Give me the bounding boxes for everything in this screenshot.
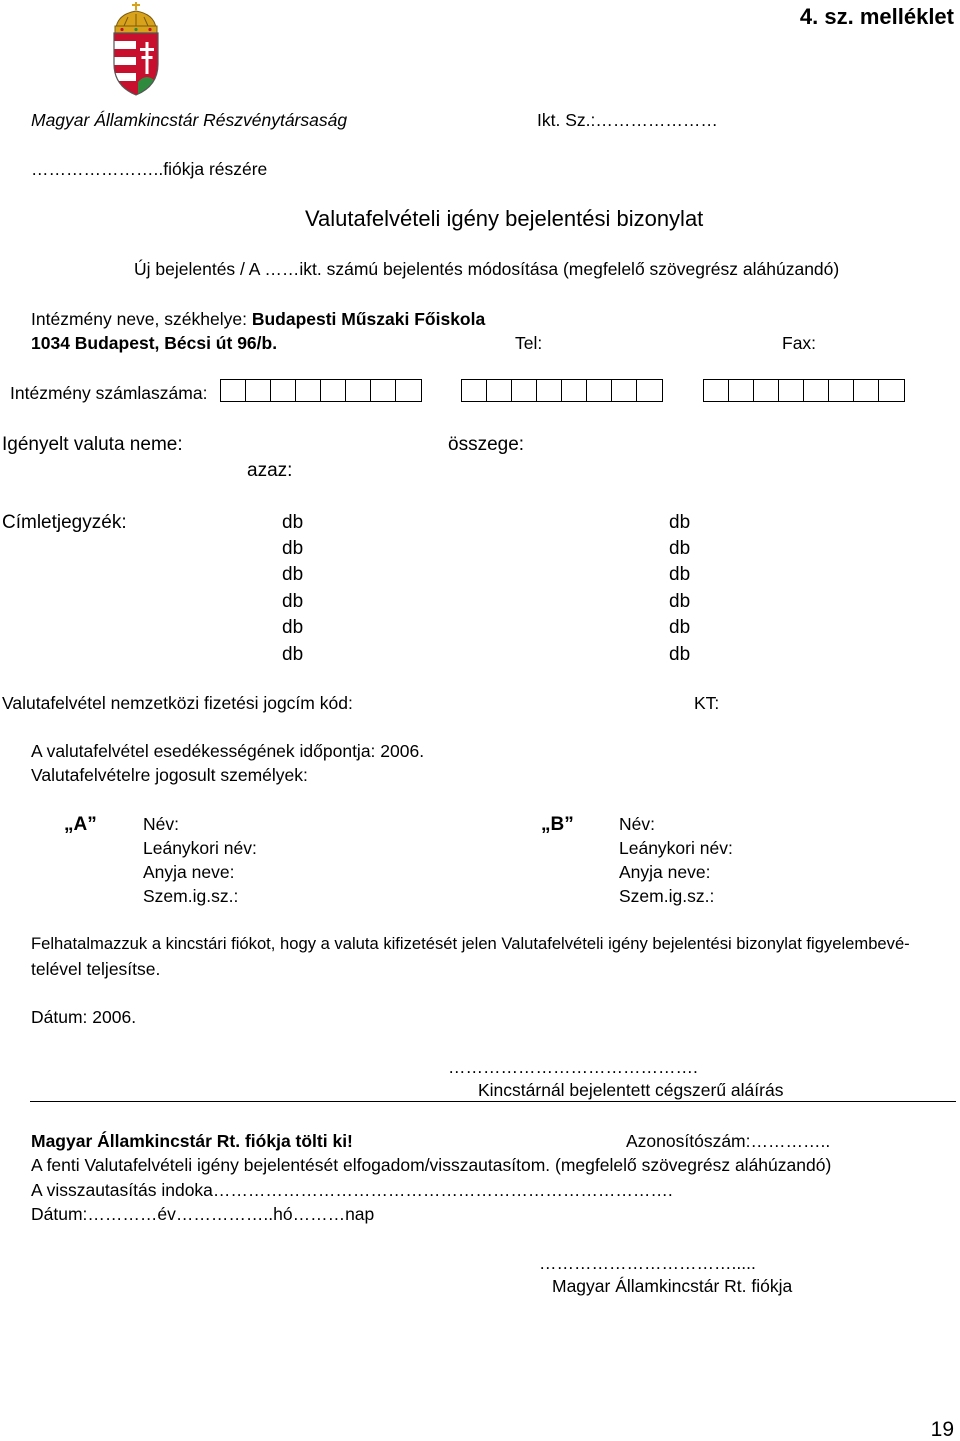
tel-label: Tel: <box>515 333 543 353</box>
treasury-signature-label: Magyar Államkincstár Rt. fiókja <box>552 1276 793 1296</box>
account-digit-box[interactable] <box>704 380 729 401</box>
account-box-group-3[interactable] <box>703 379 905 402</box>
denomination-count-right: db <box>669 617 691 638</box>
denomination-count-right: db <box>669 591 691 612</box>
person-b-letter: „B” <box>541 814 574 835</box>
treasury-heading: Magyar Államkincstár Rt. fiókja tölti ki! <box>31 1131 353 1151</box>
account-digit-box[interactable] <box>637 380 662 401</box>
account-digit-box[interactable] <box>321 380 346 401</box>
account-digit-box[interactable] <box>804 380 829 401</box>
document-subtitle: Új bejelentés / A ……ikt. számú bejelentés módosítása (megfelelő szövegrész aláhúzandó) <box>134 259 840 279</box>
account-digit-box[interactable] <box>537 380 562 401</box>
account-digit-box[interactable] <box>512 380 537 401</box>
page-number: 19 <box>930 1418 954 1441</box>
denomination-count-right: db <box>669 538 691 559</box>
account-digit-box[interactable] <box>729 380 754 401</box>
signature-dots: ……………………………………. <box>448 1057 698 1077</box>
institution-name-label: Intézmény neve, székhelye: <box>31 309 247 329</box>
date-label: Dátum: 2006. <box>31 1007 137 1027</box>
institution-address: 1034 Budapest, Bécsi út 96/b. <box>31 333 278 353</box>
denomination-count-left: db <box>282 644 304 665</box>
account-digit-box[interactable] <box>854 380 879 401</box>
account-digit-box[interactable] <box>754 380 779 401</box>
person-b-mother-name: Anyja neve: <box>619 862 711 882</box>
section-divider <box>30 1101 956 1102</box>
institution-name-value: Budapesti Műszaki Főiskola <box>251 309 486 329</box>
due-date-line: A valutafelvétel esedékességének időpontja: 2006. <box>31 741 425 761</box>
denomination-count-right: db <box>669 564 691 585</box>
person-a-letter: „A” <box>64 814 97 835</box>
account-digit-box[interactable] <box>587 380 612 401</box>
treasury-reason-line: A visszautasítás indoka……………………………………………………………………. <box>31 1180 673 1200</box>
account-digit-box[interactable] <box>371 380 396 401</box>
denomination-count-left: db <box>282 617 304 638</box>
person-a-mother-name: Anyja neve: <box>143 862 235 882</box>
account-digit-box[interactable] <box>221 380 246 401</box>
authorization-line-2: telével teljesítse. <box>31 959 161 979</box>
authorization-line-1: Felhatalmazzuk a kincstári fiókot, hogy a valuta kifizetését jelen Valutafelvételi igény bejelentési bizonylat figyelembevé- <box>31 934 910 953</box>
denomination-count-left: db <box>282 591 304 612</box>
institution-name-row <box>31 311 485 329</box>
account-digit-box[interactable] <box>562 380 587 401</box>
account-digit-box[interactable] <box>296 380 321 401</box>
account-digit-box[interactable] <box>829 380 854 401</box>
hungarian-coat-of-arms-icon <box>108 2 164 96</box>
account-digit-box[interactable] <box>462 380 487 401</box>
currency-type-label: Igényelt valuta neme: <box>2 434 183 455</box>
account-digit-box[interactable] <box>246 380 271 401</box>
ikt-number: Ikt. Sz.:………………… <box>537 110 718 130</box>
fax-label: Fax: <box>782 333 817 353</box>
shield-icon <box>114 33 158 95</box>
person-a-name: Név: <box>143 814 179 834</box>
currency-amount-label: összege: <box>448 434 525 455</box>
denomination-list-label: Címletjegyzék: <box>2 512 127 533</box>
appendix-label: 4. sz. melléklet <box>799 4 954 29</box>
institution-top: Magyar Államkincstár Részvénytársaság <box>31 110 348 130</box>
account-digit-box[interactable] <box>346 380 371 401</box>
authorized-persons-label: Valutafelvételre jogosult személyek: <box>31 765 308 785</box>
holy-crown-icon <box>115 2 157 33</box>
payment-code-label: Valutafelvétel nemzetközi fizetési jogcím kód: <box>2 693 353 713</box>
account-box-group-2[interactable] <box>461 379 663 402</box>
account-digit-box[interactable] <box>612 380 637 401</box>
account-digit-box[interactable] <box>396 380 421 401</box>
branch-line: …………………..fiókja részére <box>31 159 268 179</box>
denomination-count-left: db <box>282 564 304 585</box>
kt-label: KT: <box>694 693 720 713</box>
account-box-group-1[interactable] <box>220 379 422 402</box>
account-digit-box[interactable] <box>779 380 804 401</box>
amount-in-words-label: azaz: <box>247 460 293 481</box>
denomination-count-left: db <box>282 512 304 533</box>
treasury-date-line: Dátum:…………év……………..hó………nap <box>31 1204 375 1224</box>
account-digit-box[interactable] <box>271 380 296 401</box>
treasury-signature-dots: ……………………………..... <box>539 1253 756 1273</box>
person-b-maiden-name: Leánykori név: <box>619 838 733 858</box>
document-title: Valutafelvételi igény bejelentési bizonylat <box>305 206 704 231</box>
person-a-maiden-name: Leánykori név: <box>143 838 257 858</box>
account-number-label: Intézmény számlaszáma: <box>10 383 208 403</box>
person-b-name: Név: <box>619 814 655 834</box>
account-digit-box[interactable] <box>487 380 512 401</box>
person-b-id-number: Szem.ig.sz.: <box>619 886 715 906</box>
person-a-id-number: Szem.ig.sz.: <box>143 886 239 906</box>
denomination-count-left: db <box>282 538 304 559</box>
denomination-count-right: db <box>669 644 691 665</box>
treasury-accept-line: A fenti Valutafelvételi igény bejelentését elfogadom/visszautasítom. (megfelelő szövegrész aláhúzandó) <box>31 1155 832 1175</box>
account-digit-box[interactable] <box>879 380 904 401</box>
signature-label: Kincstárnál bejelentett cégszerű aláírás <box>478 1080 784 1100</box>
treasury-id-number: Azonosítószám:………….. <box>626 1131 831 1151</box>
denomination-count-right: db <box>669 512 691 533</box>
